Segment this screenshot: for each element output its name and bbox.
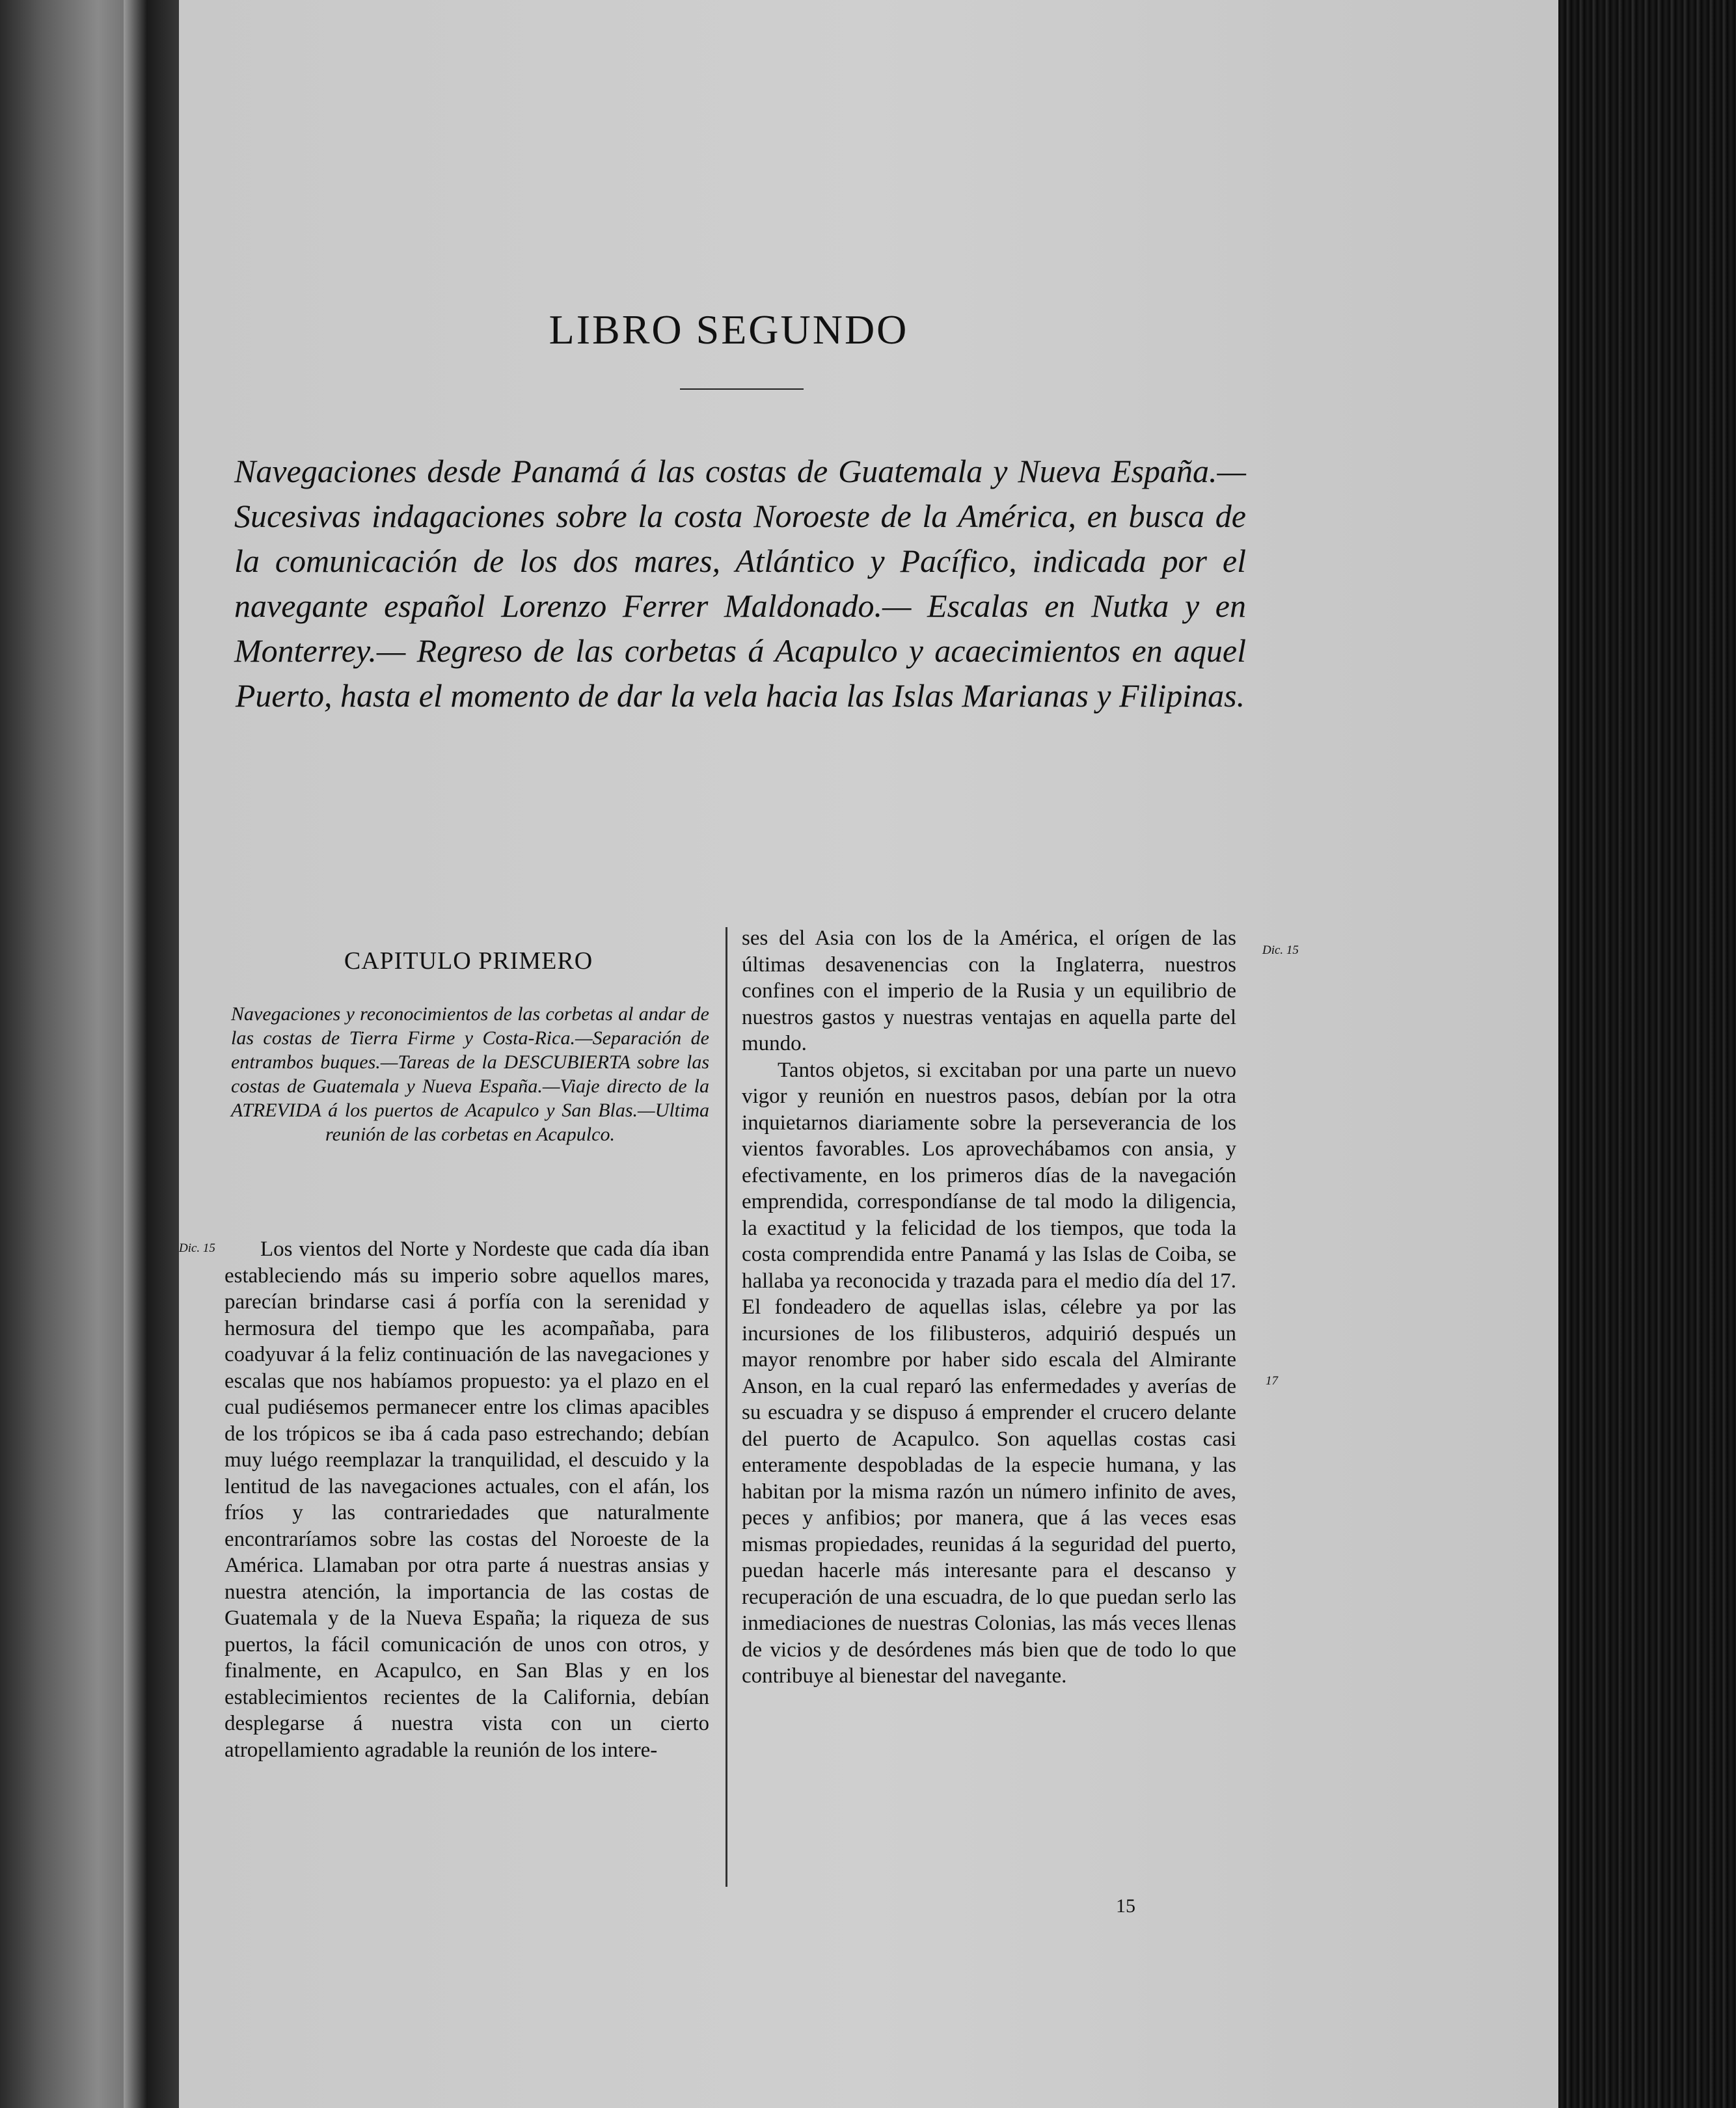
column-divider <box>726 927 727 1887</box>
title-rule <box>680 388 804 390</box>
paragraph: ses del Asia con los de la América, el orígen de las últimas desavenencias con la Inglaterra, nuestros confines con el imperio de la Rusia y un equilibrio de nuestros gastos y nuestras ventajas en aquella parte del mundo. <box>742 926 1236 1055</box>
paragraph: Tantos objetos, si excitaban por una parte un nuevo vigor y reunión en nuestros pasos, debían por la otra inquietarnos diariamente sobre la perseverancia de los vientos favorables. Los aprovechábamos con ansia, y efectivamente, en los primeros días de la navegación emprendida, correspondíanse de tal modo la diligencia, la exactitud y la felicidad de los tiempos, que toda la costa comprendida entre Panamá y las Islas de Coiba, se hallaba ya reconocida y trazada para el medio día del 17. El fondeadero de aquellas islas, célebre ya por las incursiones de los filibusteros, adquirió después un mayor renombre por haber sido escala del Almirante Anson, en la cual reparó las enfermedades y averías de su escuadra y se dispuso á emprender el crucero delante del puerto de Acapulco. Son aquellas costas casi enteramente despobladas de la especie humana, y las habitan por la misma razón un número infinito de aves, peces y anfibios; por manera, que á las veces esas mismas propiedades, reunidas á la seguridad del puerto, puedan hacerle más interesante para el descanso y recuperación de una escuadra, de lo que puedan serlo las inmediaciones de nuestras Colonias, las más veces llenas de vicios y de desórdenes más bien que de todo lo que contribuye al bienestar del navegante. <box>742 1058 1236 1688</box>
book-title: LIBRO SEGUNDO <box>549 306 909 353</box>
book-summary: Navegaciones desde Panamá á las costas de Guatemala y Nueva España.— Sucesivas indagaciones sobre la costa Noroeste de la América, en busca de la comunicación de los dos mares, Atlántico y Pacífico, indicada por el navegante español Lorenzo Ferrer Maldonado.— Escalas en Nutka y en Monterrey.— Regreso de las corbetas á Acapulco y acaecimientos en aquel Puerto, hasta el momento de dar la vela hacia las Islas Marianas y Filipinas. <box>234 453 1246 714</box>
body-column-right <box>742 925 1236 1690</box>
body-column-left: Los vientos del Norte y Nordeste que cada día iban estableciendo más su imperio sobre aquellos mares, parecían brindarse casi á porfía con la serenidad y hermosura del tiempo que les acompañaba, para coadyuvar á la feliz continuación de las navegaciones y escalas que nos habíamos propuesto: ya el plazo en el cual pudiésemos permanecer entre los climas apacibles de los trópicos se iba á cada paso estrechando; debían muy luégo reemplazar la tranquilidad, el descuido y la lentitud de las navegaciones actuales, con el afán, los fríos y las contrariedades que naturalmente encontraríamos sobre las costas del Noroeste de la América. Llamaban por otra parte á nuestras ansias y nuestra atención, la importancia de las costas de Guatemala y de la Nueva España; la riqueza de sus puertos, la fácil comunicación de unos con otros, y finalmente, en Acapulco, en San Blas y en los establecimientos recientes de la California, debían desplegarse á nuestra vista con un cierto atropellamiento agradable la reunión de los intere- <box>224 1237 709 1762</box>
book-gutter <box>124 0 182 2108</box>
facing-page-edge <box>0 0 140 2108</box>
page-stack-edge <box>1558 0 1736 2108</box>
margin-date-note: Dic. 15 <box>179 1241 215 1255</box>
margin-date-note: 17 <box>1266 1374 1278 1388</box>
chapter-summary: Navegaciones y reconocimientos de las corbetas al andar de las costas de Tierra Firme y Costa-Rica.—Separación de entrambos buques.—Tareas de la DESCUBIERTA sobre las costas de Guatemala y Nueva España.—Viaje directo de la ATREVIDA á los puertos de Acapulco y San Blas.—Ultima reunión de las corbetas en Acapulco. <box>231 1003 709 1145</box>
chapter-title: CAPITULO PRIMERO <box>344 947 593 975</box>
margin-date-note: Dic. 15 <box>1262 943 1299 957</box>
page-number: 15 <box>1116 1895 1135 1917</box>
